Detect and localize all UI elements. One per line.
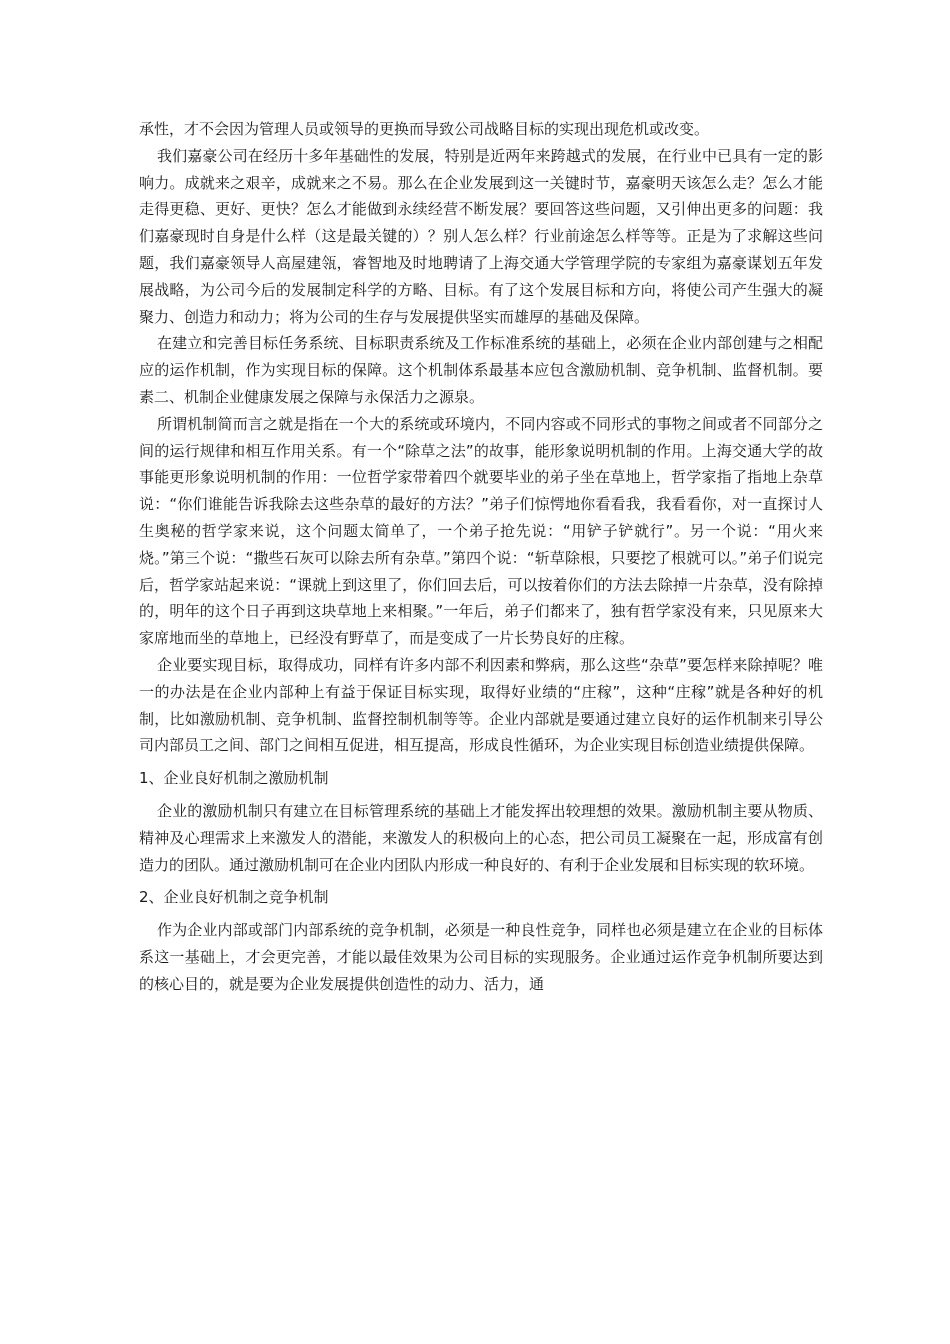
section-heading-incentive: 1、企业良好机制之激励机制 <box>139 769 329 788</box>
paragraph-continuation: 承性，才不会因为管理人员或领导的更换而导致公司战略目标的实现出现危机或改变。 <box>139 120 710 138</box>
paragraph-weeding-story: 所谓机制简而言之就是指在一个大的系统或环境内，不同内容或不同形式的事物之间或者不同部分之间的运行规律和相互作用关系。有一个“除草之法”的故事，能形象说明机制的作用。上海交通大学的故事能更形象说明机制的作用：一位哲学家带着四个就要毕业的弟子坐在草地上，哲学家指了指地上杂草说：“你们谁能告诉我除去这些杂草的最好的方法？”弟子们惊愕地你看看我，我看看你，对一直探讨人生奥秘的哲学家来说，这个问题太简单了，一个弟子抢先说：“用铲子铲就行”。另一个说：“用火来烧。”第三个说：“撒些石灰可以除去所有杂草。”第四个说：“斩草除根，只要挖了根就可以。”弟子们说完后，哲学家站起来说：“课就上到这里了，你们回去后，可以按着你们的方法去除掉一片杂草，没有除掉的，明年的这个日子再到这块草地上来相聚。”一年后，弟子们都来了，独有哲学家没有来，只见原来大家席地而坐的草地上，已经没有野草了，而是变成了一片长势良好的庄稼。 <box>139 414 823 648</box>
paragraph-enterprise-weeds: 企业要实现目标，取得成功，同样有许多内部不利因素和弊病，那么这些“杂草”要怎样来除掉呢？唯一的办法是在企业内部种上有益于保证目标实现，取得好业绩的“庄稼”，这种“庄稼”就是各种好的机制，比如激励机制、竞争机制、监督控制机制等等。企业内部就是要通过建立良好的运作机制来引导公司内部员工之间、部门之间相互促进，相互提高，形成良性循环，为企业实现目标创造业绩提供保障。 <box>139 655 823 755</box>
paragraph-incentive-mechanism: 企业的激励机制只有建立在目标管理系统的基础上才能发挥出较理想的效果。激励机制主要从物质、精神及心理需求上来激发人的潜能，来激发人的积极向上的心态，把公司员工凝聚在一起，形成富有创造力的团队。通过激励机制可在企业内团队内形成一种良好的、有利于企业发展和目标实现的软环境。 <box>139 801 823 874</box>
paragraph-company-development: 我们嘉豪公司在经历十多年基础性的发展，特别是近两年来跨越式的发展，在行业中已具有一定的影响力。成就来之艰辛，成就来之不易。那么在企业发展到这一关键时节，嘉豪明天该怎么走？怎么才能走得更稳、更好、更快？怎么才能做到永续经营不断发展？要回答这些问题，又引伸出更多的问题：我们嘉豪现时自身是什么样（这是最关键的）？别人怎么样？行业前途怎么样等等。正是为了求解这些问题，我们嘉豪领导人高屋建瓴，睿智地及时地聘请了上海交通大学管理学院的专家组为嘉豪谋划五年发展战略，为公司今后的发展制定科学的方略、目标。有了这个发展目标和方向，将使公司产生强大的凝聚力、创造力和动力；将为公司的生存与发展提供坚实而雄厚的基础及保障。 <box>139 146 823 326</box>
section-heading-competition: 2、企业良好机制之竞争机制 <box>139 888 329 907</box>
paragraph-competition-mechanism: 作为企业内部或部门内部系统的竞争机制，必须是一种良性竞争，同样也必须是建立在企业的目标体系这一基础上，才会更完善，才能以最佳效果为公司目标的实现服务。企业通过运作竞争机制所要达到的核心目的，就是要为企业发展提供创造性的动力、活力，通 <box>139 921 823 993</box>
document-body <box>139 116 823 998</box>
paragraph-mechanism-system: 在建立和完善目标任务系统、目标职责系统及工作标准系统的基础上，必须在企业内部创建与之相配应的运作机制，作为实现目标的保障。这个机制体系最基本应包含激励机制、竞争机制、监督机制。要素二、机制企业健康发展之保障与永保活力之源泉。 <box>139 334 823 406</box>
